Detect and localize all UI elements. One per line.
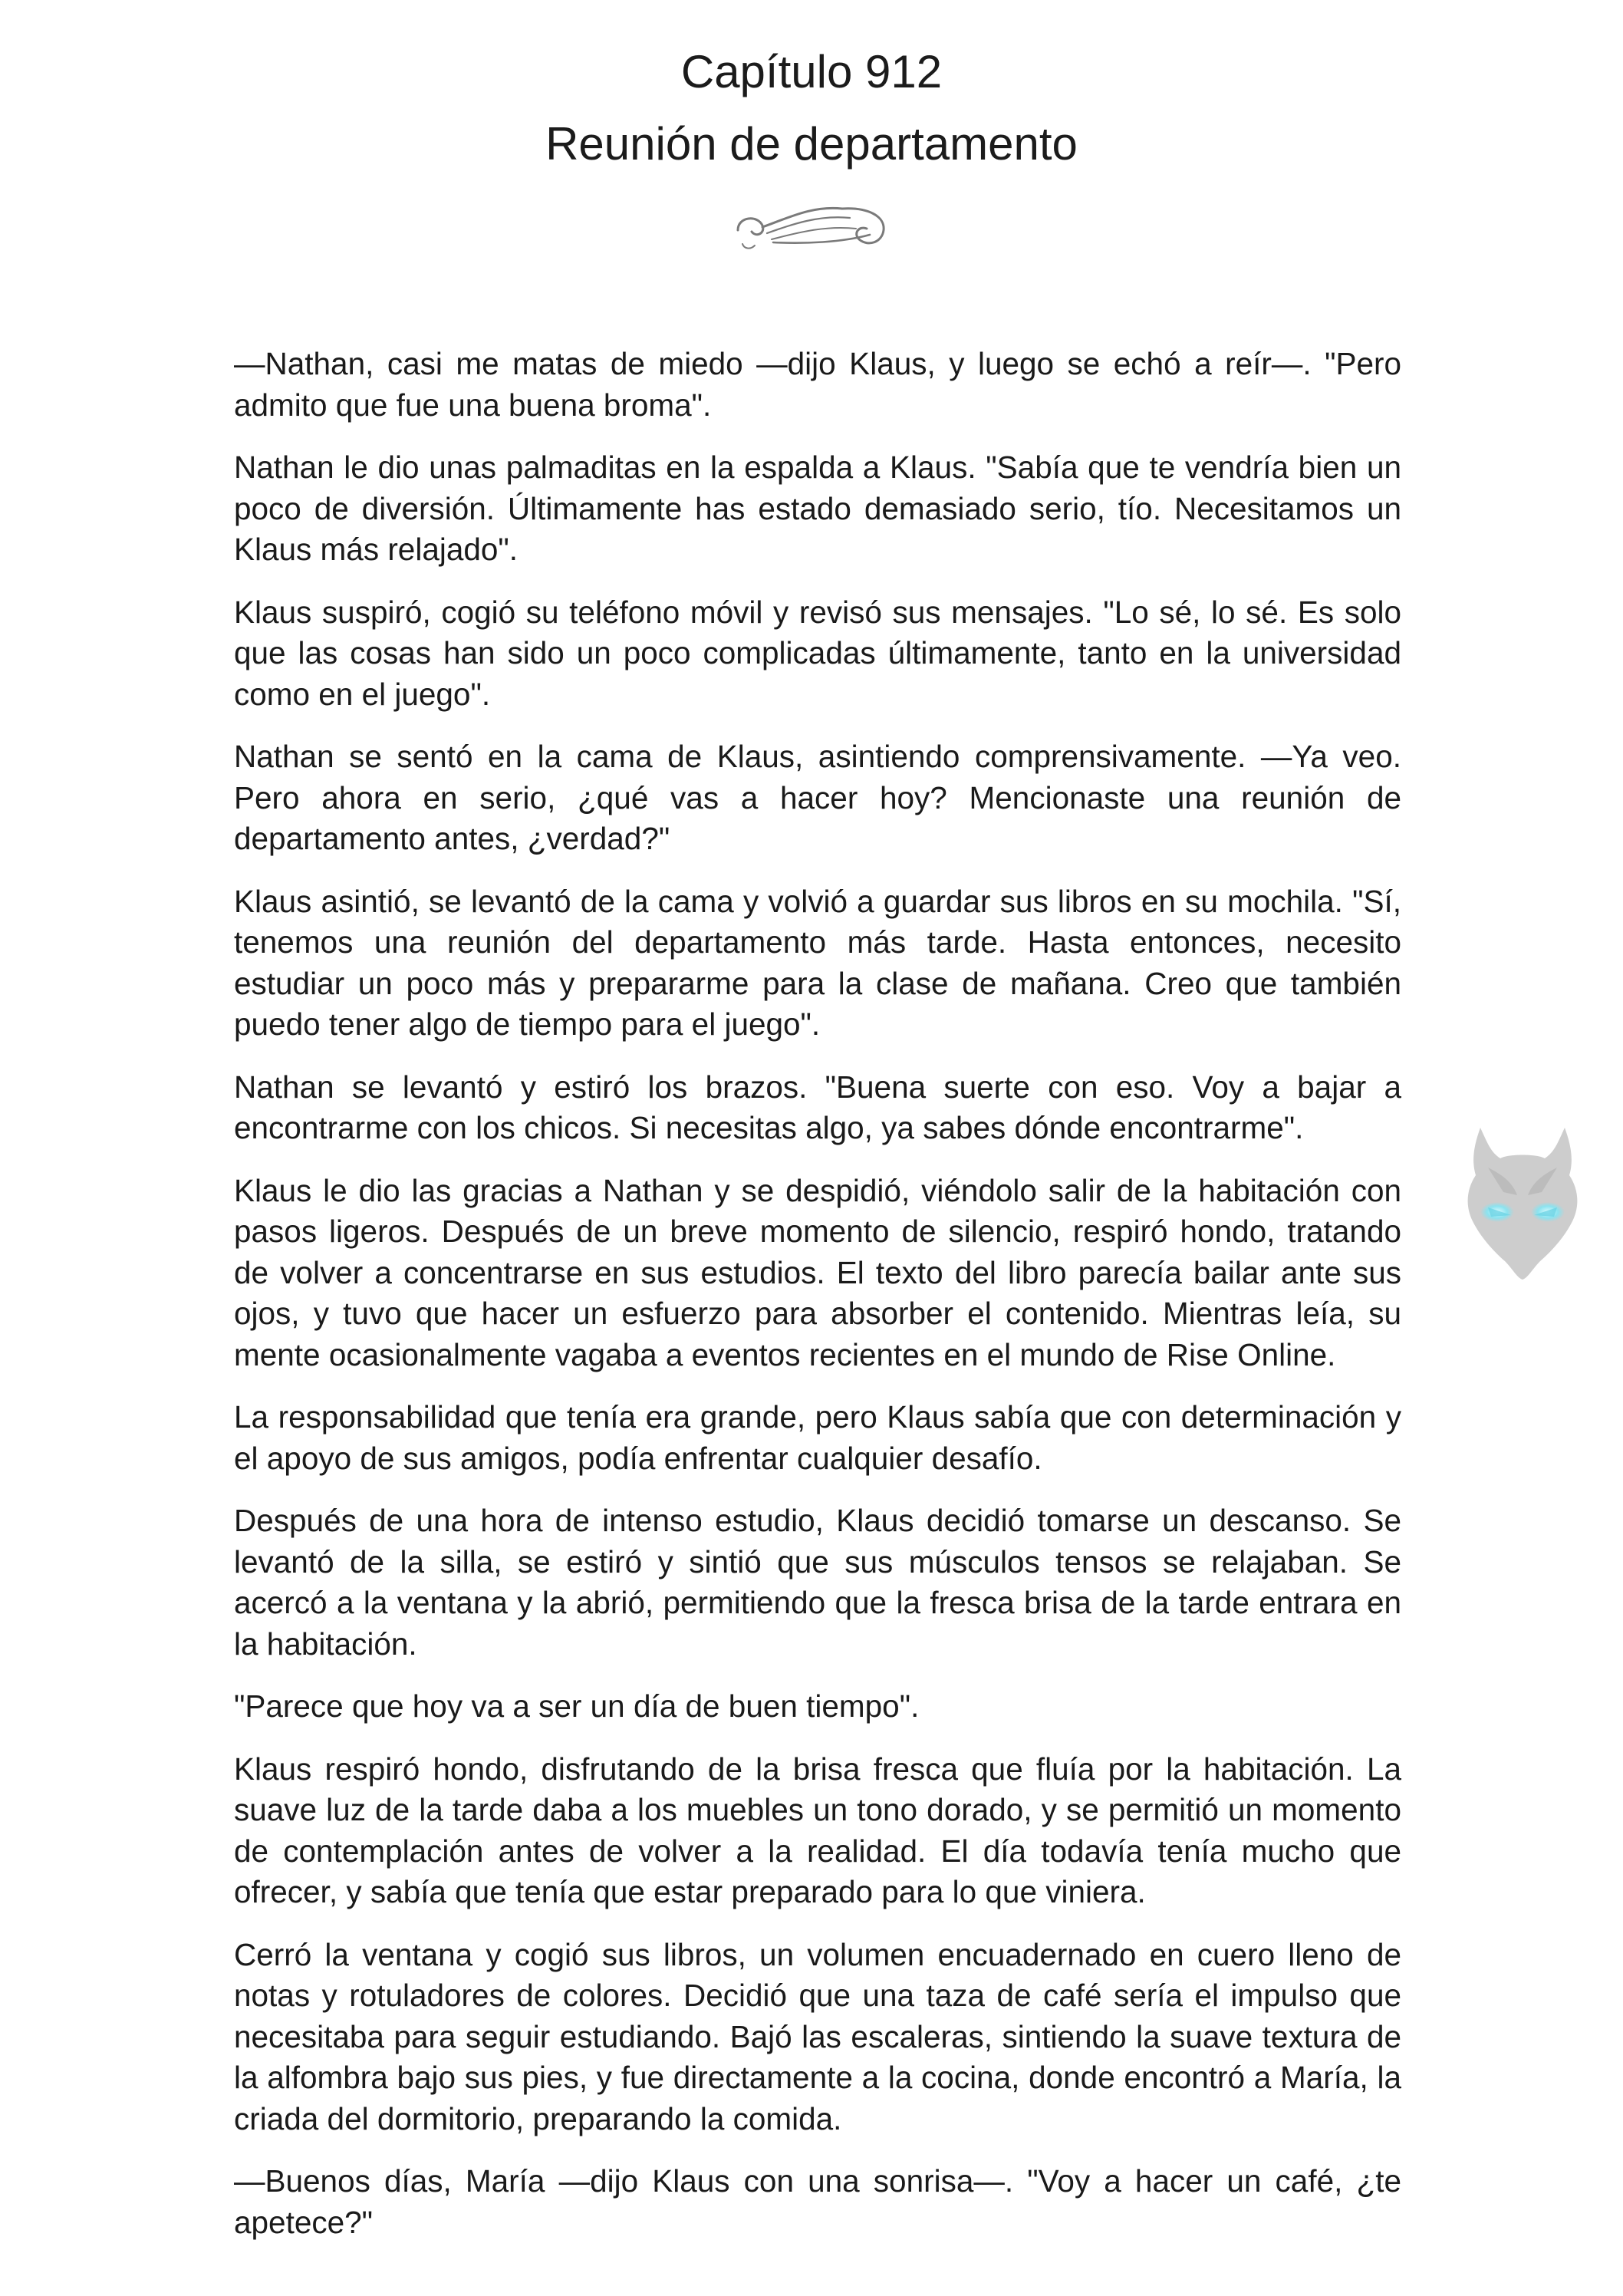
paragraph: —Buenos días, María —dijo Klaus con una sonrisa—. "Voy a hacer un café, ¿te apetece?" [234, 2163, 1401, 2240]
paragraph: Klaus respiró hondo, disfrutando de la brisa fresca que fluía por la habitación. La suave luz de la tarde daba a los muebles un tono dorado, y se permitió un momento de contemplación antes de volver a la realidad. El día todavía tenía mucho que ofrecer, y sabía que tenía que estar preparado para lo que viniera. [234, 1751, 1401, 1909]
chapter-body [234, 344, 1401, 2265]
paragraph: Después de una hora de intenso estudio, Klaus decidió tomarse un descanso. Se levantó de la silla, se estiró y sintió que sus músculos tensos se relajaban. Se acercó a la ventana y la abrió, permitiendo que la fresca brisa de la tarde entrara en la habitación. [234, 1503, 1401, 1662]
paragraph: Klaus suspiró, cogió su teléfono móvil y revisó sus mensajes. "Lo sé, lo sé. Es solo que las cosas han sido un poco complicadas últimamente, tanto en la universidad como en el juego". [234, 594, 1401, 712]
paragraph: Nathan le dio unas palmaditas en la espalda a Klaus. "Sabía que te vendría bien un poco de diversión. Últimamente has estado demasiado serio, tío. Necesitamos un Klaus más relajado". [234, 450, 1401, 567]
paragraph: "Parece que hoy va a ser un día de buen tiempo". [234, 1688, 920, 1724]
paragraph: La responsabilidad que tenía era grande, pero Klaus sabía que con determinación y el apoyo de sus amigos, podía enfrentar cualquier desafío. [234, 1399, 1401, 1476]
demon-head-icon [1457, 1122, 1588, 1283]
chapter-title: Reunión de departamento [545, 118, 1078, 170]
flourish-icon [727, 198, 896, 259]
paragraph: —Nathan, casi me matas de miedo —dijo Klaus, y luego se echó a reír—. "Pero admito que fue una buena broma". [234, 346, 1401, 423]
paragraph: Klaus le dio las gracias a Nathan y se despidió, viéndolo salir de la habitación con pasos ligeros. Después de un breve momento de silencio, respiró hondo, tratando de volver a concentrarse en sus estudios. El texto del libro parecía bailar ante sus ojos, y tuvo que hacer un esfuerzo para absorber el contenido. Mientras leía, su mente ocasionalmente vagaba a eventos recientes en el mundo de Rise Online. [234, 1172, 1401, 1372]
paragraph: Nathan se sentó en la cama de Klaus, asintiendo comprensivamente. —Ya veo. Pero ahora en serio, ¿qué vas a hacer hoy? Mencionaste una reunión de departamento antes, ¿verdad?" [234, 739, 1401, 856]
paragraph: Klaus asintió, se levantó de la cama y volvió a guardar sus libros en su mochila. "Sí, tenemos una reunión del departamento más tarde. Hasta entonces, necesito estudiar un poco más y prepararme para la clase de mañana. Creo que también puedo tener algo de tiempo para el juego". [234, 883, 1401, 1042]
paragraph: Nathan se levantó y estiró los brazos. "Buena suerte con eso. Voy a bajar a encontrarme con los chicos. Si necesitas algo, ya sabes dónde encontrarme". [234, 1069, 1401, 1145]
chapter-header [0, 37, 1623, 181]
paragraph: Cerró la ventana y cogió sus libros, un volumen encuadernado en cuero lleno de notas y rotuladores de colores. Decidió que una taza de café sería el impulso que necesitaba para seguir estudiando. Bajó las escaleras, sintiendo la suave textura de la alfombra bajo sus pies, y fue directamente a la cocina, donde encontró a María, la criada del dormitorio, preparando la comida. [234, 1936, 1401, 2136]
chapter-number: Capítulo 912 [680, 46, 943, 97]
